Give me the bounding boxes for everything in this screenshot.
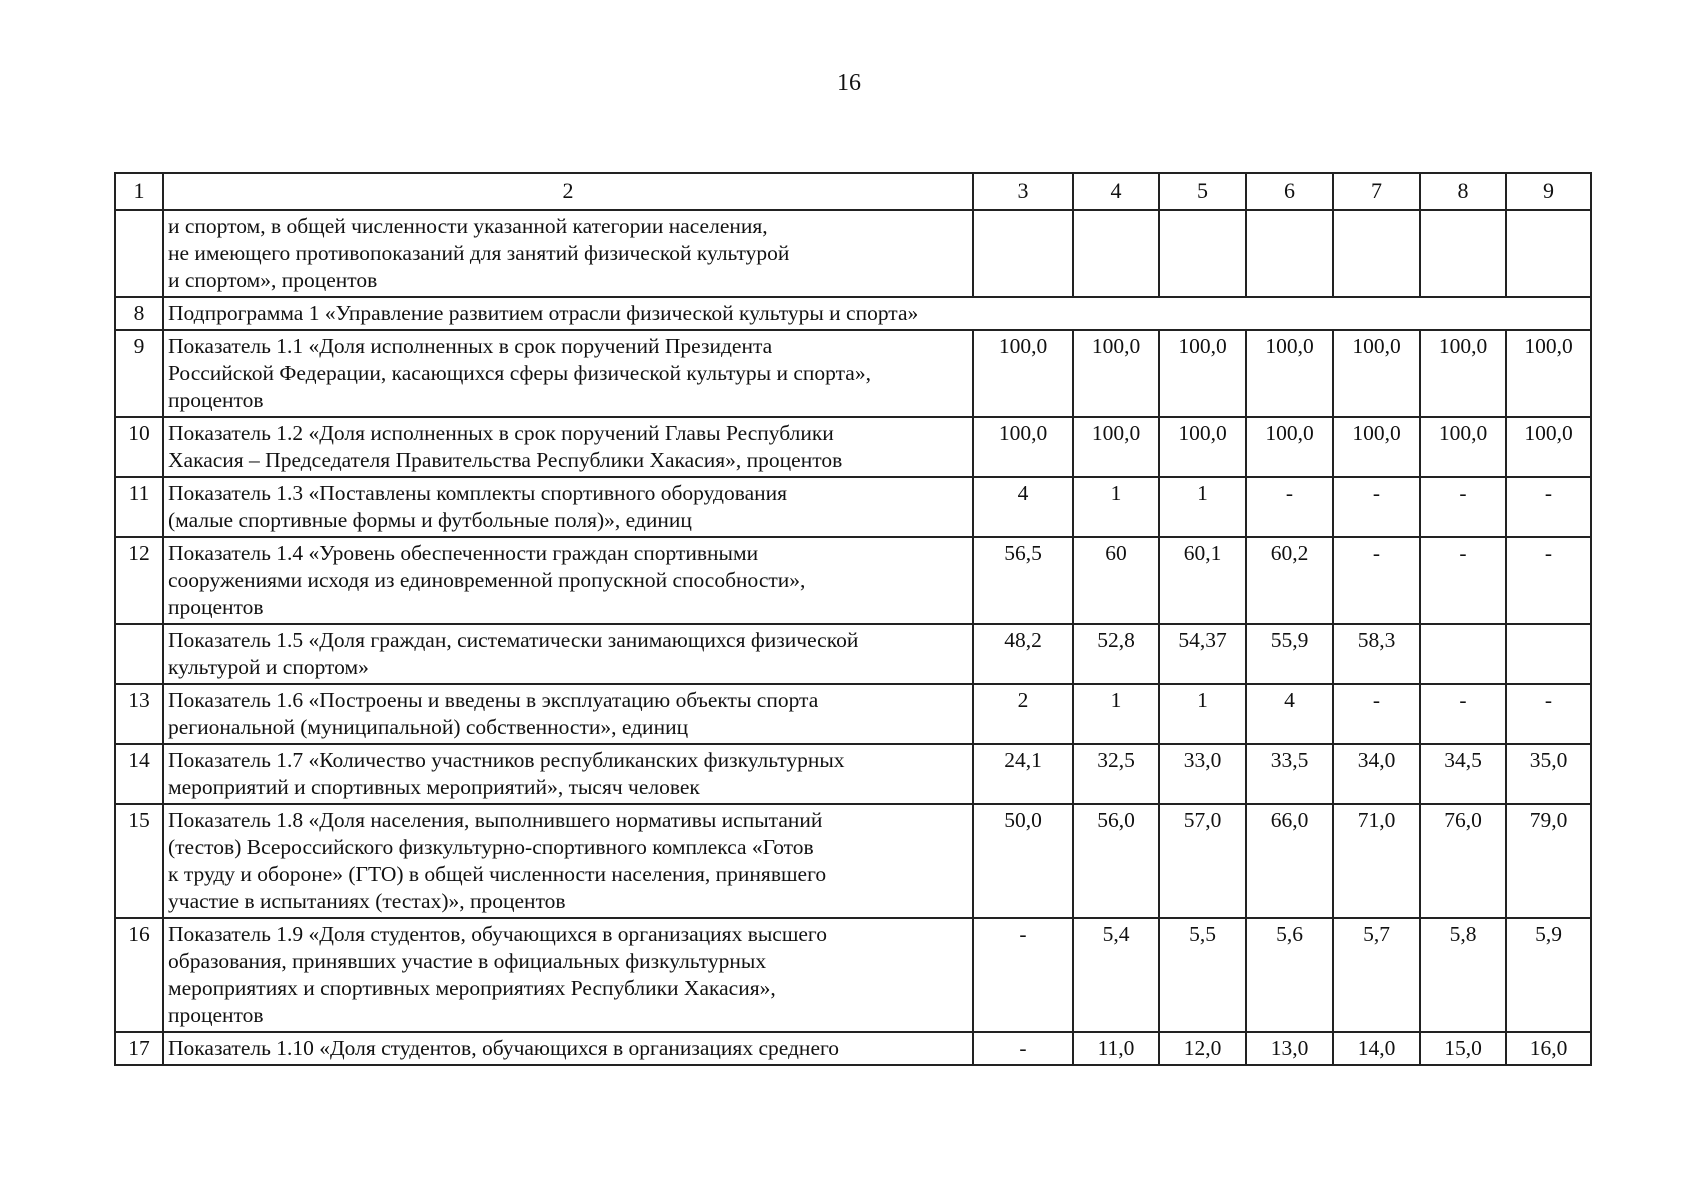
indicator-description bbox=[163, 417, 973, 477]
value-cell: 76,0 bbox=[1420, 804, 1506, 918]
table-row bbox=[115, 918, 1591, 1032]
value-cell bbox=[1159, 210, 1246, 297]
value-cell: 2 bbox=[973, 684, 1073, 744]
description-line: Показатель 1.7 «Количество участников республиканских физкультурных bbox=[168, 748, 845, 772]
value-cell: - bbox=[1333, 684, 1420, 744]
value-cell: 13,0 bbox=[1246, 1032, 1333, 1065]
value-cell: 1 bbox=[1159, 477, 1246, 537]
column-header: 9 bbox=[1506, 173, 1591, 210]
value-cell: 16,0 bbox=[1506, 1032, 1591, 1065]
value-cell bbox=[1246, 210, 1333, 297]
value-cell bbox=[973, 210, 1073, 297]
table-row bbox=[115, 1032, 1591, 1065]
value-cell: 35,0 bbox=[1506, 744, 1591, 804]
description-line: Показатель 1.6 «Построены и введены в эксплуатацию объекты спорта bbox=[168, 688, 819, 712]
value-cell: - bbox=[1506, 537, 1591, 624]
value-cell bbox=[1506, 624, 1591, 684]
value-cell: 100,0 bbox=[973, 417, 1073, 477]
value-cell: 60,1 bbox=[1159, 537, 1246, 624]
row-number: 9 bbox=[115, 330, 163, 417]
description-line: не имеющего противопоказаний для занятий физической культурой bbox=[168, 241, 790, 265]
value-cell: 100,0 bbox=[1246, 417, 1333, 477]
value-cell: 48,2 bbox=[973, 624, 1073, 684]
value-cell: 14,0 bbox=[1333, 1032, 1420, 1065]
value-cell: 4 bbox=[1246, 684, 1333, 744]
value-cell: - bbox=[1333, 477, 1420, 537]
value-cell: - bbox=[973, 918, 1073, 1032]
indicator-description bbox=[163, 1032, 973, 1065]
column-header: 3 bbox=[973, 173, 1073, 210]
indicators-table bbox=[114, 172, 1592, 1066]
indicator-description bbox=[163, 537, 973, 624]
description-line: региональной (муниципальной) собственности», единиц bbox=[168, 715, 689, 739]
description-line: Показатель 1.3 «Поставлены комплекты спортивного оборудования bbox=[168, 481, 788, 505]
value-cell: 60,2 bbox=[1246, 537, 1333, 624]
value-cell: 5,7 bbox=[1333, 918, 1420, 1032]
value-cell: 100,0 bbox=[973, 330, 1073, 417]
description-line: к труду и обороне» (ГТО) в общей численности населения, принявшего bbox=[168, 862, 827, 886]
description-line: участие в испытаниях (тестах)», процентов bbox=[168, 889, 566, 913]
value-cell: - bbox=[1506, 477, 1591, 537]
value-cell: - bbox=[1246, 477, 1333, 537]
value-cell: 11,0 bbox=[1073, 1032, 1159, 1065]
description-line: образования, принявших участие в официальных физкультурных bbox=[168, 949, 767, 973]
value-cell: 58,3 bbox=[1333, 624, 1420, 684]
value-cell: 57,0 bbox=[1159, 804, 1246, 918]
value-cell: 100,0 bbox=[1420, 330, 1506, 417]
description-line: (тестов) Всероссийского физкультурно-спортивного комплекса «Готов bbox=[168, 835, 814, 859]
value-cell: 52,8 bbox=[1073, 624, 1159, 684]
column-header: 1 bbox=[115, 173, 163, 210]
table-row bbox=[115, 684, 1591, 744]
description-line: и спортом», процентов bbox=[168, 268, 378, 292]
value-cell bbox=[1333, 210, 1420, 297]
value-cell: 32,5 bbox=[1073, 744, 1159, 804]
row-number: 17 bbox=[115, 1032, 163, 1065]
value-cell: 55,9 bbox=[1246, 624, 1333, 684]
value-cell: 100,0 bbox=[1159, 417, 1246, 477]
value-cell: 33,0 bbox=[1159, 744, 1246, 804]
column-header: 7 bbox=[1333, 173, 1420, 210]
value-cell: 5,6 bbox=[1246, 918, 1333, 1032]
value-cell: 1 bbox=[1159, 684, 1246, 744]
table-row bbox=[115, 624, 1591, 684]
value-cell bbox=[1420, 624, 1506, 684]
table-row bbox=[115, 210, 1591, 297]
value-cell: 100,0 bbox=[1420, 417, 1506, 477]
indicator-description bbox=[163, 744, 973, 804]
row-number: 14 bbox=[115, 744, 163, 804]
description-line: Показатель 1.4 «Уровень обеспеченности граждан спортивными bbox=[168, 541, 759, 565]
table-row bbox=[115, 297, 1591, 330]
value-cell: 5,9 bbox=[1506, 918, 1591, 1032]
description-line: (малые спортивные формы и футбольные поля)», единиц bbox=[168, 508, 692, 532]
row-number: 8 bbox=[115, 297, 163, 330]
value-cell: 100,0 bbox=[1333, 330, 1420, 417]
value-cell: 5,8 bbox=[1420, 918, 1506, 1032]
value-cell: 33,5 bbox=[1246, 744, 1333, 804]
value-cell: 15,0 bbox=[1420, 1032, 1506, 1065]
value-cell: 100,0 bbox=[1506, 330, 1591, 417]
value-cell: 71,0 bbox=[1333, 804, 1420, 918]
table-row bbox=[115, 804, 1591, 918]
value-cell: 60 bbox=[1073, 537, 1159, 624]
value-cell: - bbox=[1333, 537, 1420, 624]
value-cell: - bbox=[1420, 537, 1506, 624]
description-line: Хакасия – Председателя Правительства Республики Хакасия», процентов bbox=[168, 448, 843, 472]
description-line: Показатель 1.10 «Доля студентов, обучающихся в организациях среднего bbox=[168, 1036, 840, 1060]
description-line: сооружениями исходя из единовременной пропускной способности», bbox=[168, 568, 806, 592]
value-cell: 79,0 bbox=[1506, 804, 1591, 918]
description-line: процентов bbox=[168, 595, 264, 619]
row-number bbox=[115, 210, 163, 297]
value-cell bbox=[1506, 210, 1591, 297]
description-line: Показатель 1.5 «Доля граждан, систематически занимающихся физической bbox=[168, 628, 859, 652]
indicator-description bbox=[163, 624, 973, 684]
row-number: 15 bbox=[115, 804, 163, 918]
row-number: 13 bbox=[115, 684, 163, 744]
row-number: 16 bbox=[115, 918, 163, 1032]
column-header: 2 bbox=[163, 173, 973, 210]
value-cell: 4 bbox=[973, 477, 1073, 537]
value-cell: 100,0 bbox=[1333, 417, 1420, 477]
value-cell: 12,0 bbox=[1159, 1032, 1246, 1065]
value-cell: 50,0 bbox=[973, 804, 1073, 918]
table-row bbox=[115, 537, 1591, 624]
value-cell bbox=[1420, 210, 1506, 297]
value-cell: 5,5 bbox=[1159, 918, 1246, 1032]
value-cell: 100,0 bbox=[1073, 330, 1159, 417]
indicator-description bbox=[163, 804, 973, 918]
value-cell: 34,0 bbox=[1333, 744, 1420, 804]
value-cell: 66,0 bbox=[1246, 804, 1333, 918]
description-line: Российской Федерации, касающихся сферы физической культуры и спорта», bbox=[168, 361, 871, 385]
value-cell: 100,0 bbox=[1246, 330, 1333, 417]
table-row bbox=[115, 477, 1591, 537]
description-line: мероприятиях и спортивных мероприятиях Республики Хакасия», bbox=[168, 976, 776, 1000]
column-header: 5 bbox=[1159, 173, 1246, 210]
description-line: процентов bbox=[168, 1003, 264, 1027]
value-cell: - bbox=[973, 1032, 1073, 1065]
value-cell: 56,5 bbox=[973, 537, 1073, 624]
indicator-description bbox=[163, 210, 973, 297]
value-cell: - bbox=[1420, 477, 1506, 537]
value-cell: - bbox=[1420, 684, 1506, 744]
description-line: Показатель 1.8 «Доля населения, выполнившего нормативы испытаний bbox=[168, 808, 823, 832]
description-line: Показатель 1.9 «Доля студентов, обучающихся в организациях высшего bbox=[168, 922, 827, 946]
page-number: 16 bbox=[837, 70, 861, 96]
description-line: процентов bbox=[168, 388, 264, 412]
row-number bbox=[115, 624, 163, 684]
indicator-description bbox=[163, 684, 973, 744]
value-cell: 56,0 bbox=[1073, 804, 1159, 918]
value-cell: 54,37 bbox=[1159, 624, 1246, 684]
indicator-description bbox=[163, 918, 973, 1032]
value-cell: 34,5 bbox=[1420, 744, 1506, 804]
row-number: 10 bbox=[115, 417, 163, 477]
value-cell: 1 bbox=[1073, 684, 1159, 744]
description-line: культурой и спортом» bbox=[168, 655, 369, 679]
value-cell: 100,0 bbox=[1506, 417, 1591, 477]
value-cell: 1 bbox=[1073, 477, 1159, 537]
description-line: и спортом, в общей численности указанной категории населения, bbox=[168, 214, 768, 238]
table-row bbox=[115, 417, 1591, 477]
subprogram-title: Подпрограмма 1 «Управление развитием отрасли физической культуры и спорта» bbox=[163, 297, 1591, 330]
table-row bbox=[115, 744, 1591, 804]
table-row bbox=[115, 330, 1591, 417]
description-line: мероприятий и спортивных мероприятий», тысяч человек bbox=[168, 775, 700, 799]
column-header: 6 bbox=[1246, 173, 1333, 210]
table-body bbox=[115, 173, 1591, 1065]
column-header: 4 bbox=[1073, 173, 1159, 210]
value-cell: 100,0 bbox=[1159, 330, 1246, 417]
value-cell: 5,4 bbox=[1073, 918, 1159, 1032]
column-header: 8 bbox=[1420, 173, 1506, 210]
value-cell: 100,0 bbox=[1073, 417, 1159, 477]
description-line: Показатель 1.2 «Доля исполненных в срок поручений Главы Республики bbox=[168, 421, 834, 445]
value-cell bbox=[1073, 210, 1159, 297]
value-cell: 24,1 bbox=[973, 744, 1073, 804]
indicator-description bbox=[163, 477, 973, 537]
header-row bbox=[115, 173, 1591, 210]
row-number: 12 bbox=[115, 537, 163, 624]
indicator-description bbox=[163, 330, 973, 417]
row-number: 11 bbox=[115, 477, 163, 537]
description-line: Показатель 1.1 «Доля исполненных в срок поручений Президента bbox=[168, 334, 773, 358]
value-cell: - bbox=[1506, 684, 1591, 744]
